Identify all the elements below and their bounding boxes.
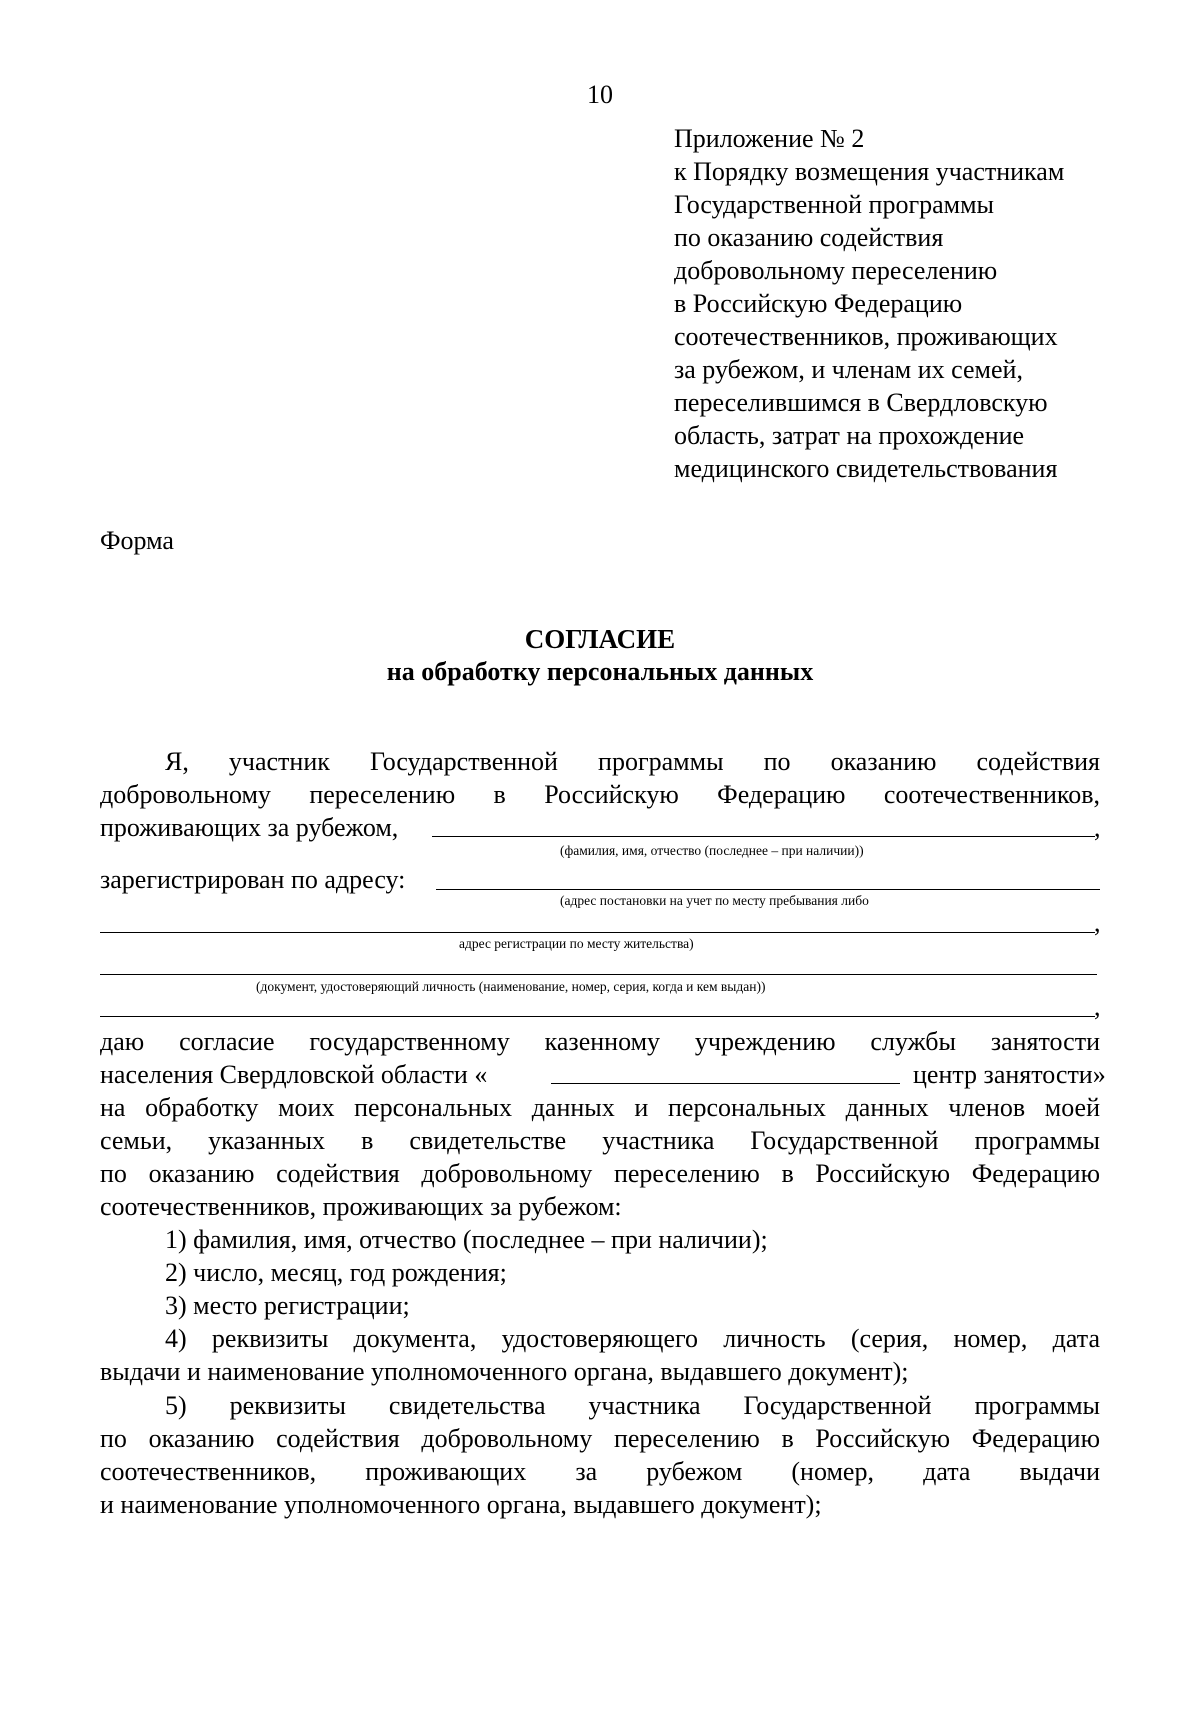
appendix-line: область, затрат на прохождение <box>674 421 1025 450</box>
fio-field-comma: , <box>1094 813 1101 842</box>
document-field-comma: , <box>1094 992 1101 1021</box>
list-item: 3) место регистрации; <box>165 1291 410 1320</box>
list-item: 5) реквизиты свидетельства участника Государственной программы <box>165 1391 1100 1420</box>
page-number: 10 <box>587 80 613 109</box>
consent-line-left: населения Свердловской области « <box>100 1060 488 1089</box>
address-field-line <box>436 889 1100 890</box>
fio-caption: (фамилия, имя, отчество (последнее – при наличии)) <box>560 843 864 858</box>
consent-line: по оказанию содействия добровольному переселению в Российскую Федерацию <box>100 1159 1100 1188</box>
intro-line: проживающих за рубежом, <box>100 813 399 842</box>
appendix-block <box>674 122 1064 485</box>
appendix-line: соотечественников, проживающих <box>674 322 1058 351</box>
document-caption: (документ, удостоверяющий личность (наименование, номер, серия, когда и кем выдан)) <box>256 979 766 994</box>
address-caption-2: адрес регистрации по месту жительства) <box>459 936 694 951</box>
document-title: СОГЛАСИЕ <box>524 624 676 654</box>
appendix-line: за рубежом, и членам их семей, <box>674 355 1023 384</box>
appendix-line: в Российскую Федерацию <box>674 289 963 318</box>
address-caption-1: (адрес постановки на учет по месту пребывания либо <box>560 893 869 908</box>
appendix-line: Государственной программы <box>674 190 995 219</box>
appendix-line: Приложение № 2 <box>674 124 865 153</box>
list-item: 4) реквизиты документа, удостоверяющего личность (серия, номер, дата <box>165 1324 1100 1353</box>
appendix-line: добровольному переселению <box>674 256 998 285</box>
document-field-line-2 <box>100 1016 1095 1017</box>
list-item: 2) число, месяц, год рождения; <box>165 1258 507 1287</box>
appendix-line: к Порядку возмещения участникам <box>674 157 1065 186</box>
form-label: Форма <box>100 526 174 555</box>
consent-line: соотечественников, проживающих за рубежом: <box>100 1192 622 1221</box>
address-field-line-2 <box>100 932 1095 933</box>
consent-line-right: центр занятости» <box>913 1060 1106 1089</box>
list-item-cont: и наименование уполномоченного органа, выдавшего документ); <box>100 1490 822 1519</box>
appendix-line: медицинского свидетельствования <box>674 454 1058 483</box>
list-item-cont: выдачи и наименование уполномоченного органа, выдавшего документ); <box>100 1357 909 1386</box>
appendix-line: по оказанию содействия <box>674 223 944 252</box>
list-item-cont: соотечественников, проживающих за рубежом (номер, дата выдачи <box>100 1457 1100 1486</box>
appendix-line: переселившимся в Свердловскую <box>674 388 1048 417</box>
document-subtitle: на обработку персональных данных <box>386 657 814 686</box>
fio-field-line <box>432 836 1095 837</box>
consent-line: семьи, указанных в свидетельстве участника Государственной программы <box>100 1126 1100 1155</box>
document-field-line <box>100 974 1097 975</box>
list-item: 1) фамилия, имя, отчество (последнее – при наличии); <box>165 1225 768 1254</box>
consent-line: на обработку моих персональных данных и персональных данных членов моей <box>100 1093 1100 1122</box>
registered-label: зарегистрирован по адресу: <box>100 865 406 894</box>
consent-line: даю согласие государственному казенному учреждению службы занятости <box>100 1027 1100 1056</box>
intro-line: добровольному переселению в Российскую Федерацию соотечественников, <box>100 780 1100 809</box>
center-name-field-line <box>551 1083 900 1084</box>
list-item-cont: по оказанию содействия добровольному переселению в Российскую Федерацию <box>100 1424 1100 1453</box>
address-field-comma: , <box>1094 908 1101 937</box>
intro-line: Я, участник Государственной программы по оказанию содействия <box>165 747 1100 776</box>
